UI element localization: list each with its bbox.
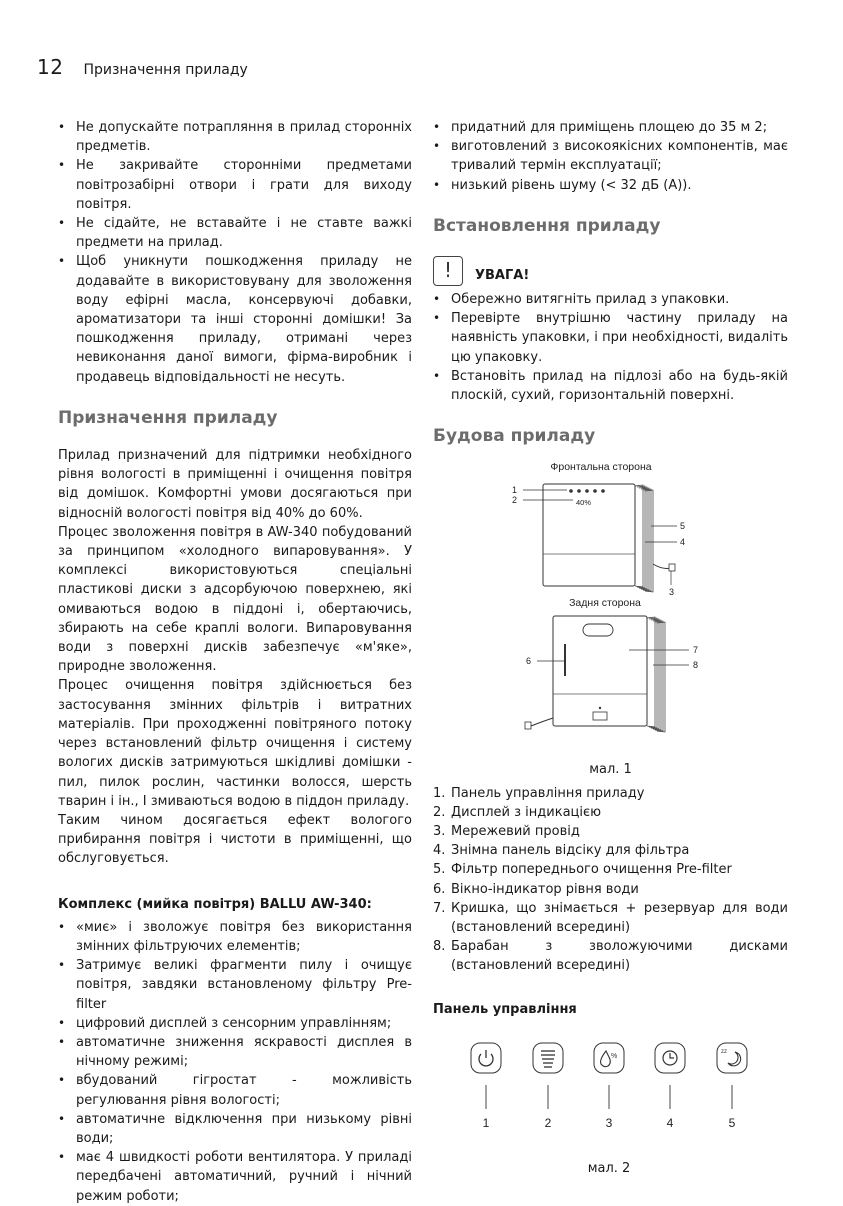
panel-label-5: 5 bbox=[728, 1115, 736, 1130]
list-item: 7. Кришка, що знімається + резервуар для води (встановлений всередині) bbox=[433, 900, 788, 936]
list-item: • автоматичне зниження яскравості дисплея в нічному режимі; bbox=[58, 1033, 412, 1071]
warning-callout bbox=[433, 256, 788, 286]
panel-label-4: 4 bbox=[666, 1115, 674, 1130]
list-item: 1. Панель управління приладу bbox=[433, 785, 645, 801]
list-item: 5. Фільтр попереднього очищення Pre-filter bbox=[433, 862, 732, 878]
list-item: • Не сідайте, не вставайте і не ставте важкі предмети на прилад. bbox=[58, 214, 412, 252]
panel-label-1: 1 bbox=[482, 1115, 490, 1130]
list-item: 8. Барабан з зволожуючими дисками (встановлений всередині) bbox=[433, 939, 788, 974]
features-list-continued bbox=[433, 118, 788, 195]
section-heading-panel: Панель управління bbox=[433, 1001, 577, 1017]
list-item: • Затримує великі фрагменти пилу і очищує повітря, завдяки встановленому фільтру Pre-filter bbox=[58, 956, 412, 1014]
callout-8: 8 bbox=[693, 660, 699, 671]
list-item: • Встановіть прилад на підлозі або на будь-якій плоскій, сухий, горизонтальній поверхні. bbox=[433, 367, 788, 405]
exclamation-icon: ! bbox=[433, 256, 463, 286]
callout-3: 3 bbox=[669, 587, 675, 598]
left-column bbox=[58, 118, 412, 1206]
list-item: • низький рівень шуму (< 32 дБ (А)). bbox=[433, 176, 788, 195]
fan-speed-icon bbox=[533, 1043, 563, 1073]
list-item: • Не закривайте сторонніми предметами повітрозабірні отвори і грати для виходу повітря. bbox=[58, 156, 412, 214]
paragraph: Таким чином досягається ефект вологого прибирання повітря і чистоти в приміщенні, що обслуговується. bbox=[58, 812, 412, 867]
callout-7: 7 bbox=[693, 645, 699, 656]
list-item: • Щоб уникнути пошкодження приладу не додавайте в використовувану для зволоження воду ефірні масла, консервуючі добавки, ароматизатори та інші сторонні домішки! За пошкодження приладу, отримані через невиконання даної вимоги, фірма-виробник і продавець відповідальності не несуть. bbox=[58, 252, 412, 386]
list-item: • вбудований гігростат - можливість регулювання рівня вологості; bbox=[58, 1071, 412, 1109]
warning-label: УВАГА! bbox=[475, 267, 530, 283]
right-column bbox=[433, 118, 788, 1177]
section-heading-purpose: Призначення приладу bbox=[58, 407, 278, 428]
features-list bbox=[58, 918, 412, 1206]
section-heading-install: Встановлення приладу bbox=[433, 215, 661, 236]
callout-6: 6 bbox=[525, 656, 531, 667]
callout-4: 4 bbox=[680, 537, 686, 548]
control-panel-diagram bbox=[433, 1027, 788, 1177]
svg-text:%: % bbox=[611, 1052, 618, 1060]
back-unit bbox=[525, 616, 665, 732]
list-item: • цифровий дисплей з сенсорним управлінням; bbox=[58, 1014, 412, 1033]
paragraph: Прилад призначений для підтримки необхідного рівня вологості в приміщенні і очищення повітря від домішок. Комфортні умови досягаються при відносній вологості повітря від 40% до 60%. bbox=[58, 448, 412, 521]
list-item: 3. Мережевий провід bbox=[433, 824, 580, 840]
figure-caption-1: мал. 1 bbox=[589, 762, 632, 778]
list-item: 6. Вікно-індикатор рівня води bbox=[433, 881, 639, 897]
panel-label-3: 3 bbox=[605, 1115, 613, 1130]
list-item: • Перевірте внутрішню частину приладу на наявність упаковки, і при необхідності, видаліть цю упаковку. bbox=[433, 309, 788, 367]
callout-1: 1 bbox=[511, 485, 517, 496]
warnings-list bbox=[58, 118, 412, 387]
list-item: • виготовлений з високоякісних компонентів, має тривалий термін експлуатації; bbox=[433, 137, 788, 175]
paragraph: Процес зволоження повітря в AW-340 побудований за принципом «холодного випаровування». У комплексі використовуються спеціальні пластикові диски з адсорбуючою поверхнею, які омиваються водою в піддоні і, обертаючись, збирають на себе краплі вологи. Випаровування води з поверхні дисків забезпечує «м'яке», природне зволоження. bbox=[58, 524, 412, 675]
page-header bbox=[37, 55, 248, 83]
list-item: • Обережно витягніть прилад з упаковки. bbox=[433, 290, 788, 309]
parts-list bbox=[433, 784, 788, 976]
list-item: • автоматичне відключення при низькому рівні води; bbox=[58, 1110, 412, 1148]
figure-caption-2: мал. 2 bbox=[587, 1160, 631, 1176]
panel-label-2: 2 bbox=[544, 1115, 552, 1130]
control-panel-drawing bbox=[433, 1027, 788, 1177]
list-item: • Не допускайте потрапляння в прилад сторонніх предметів. bbox=[58, 118, 412, 156]
list-item: • придатний для приміщень площею до 35 м 2; bbox=[433, 118, 788, 137]
back-side-label: Задня сторона bbox=[569, 597, 641, 610]
running-title: Призначення приладу bbox=[83, 62, 248, 78]
display-value: 40% bbox=[576, 498, 592, 508]
callout-5: 5 bbox=[680, 521, 686, 532]
svg-text:zz: zz bbox=[721, 1048, 727, 1055]
list-item: • має 4 швидкості роботи вентилятора. У приладі передбачені автоматичний, ручний і нічний режим роботи; bbox=[58, 1148, 412, 1206]
list-item: 4. Знімна панель відсіку для фільтра bbox=[433, 843, 690, 859]
night-mode-icon bbox=[717, 1043, 747, 1073]
section-heading-complex: Комплекс (мийка повітря) BALLU AW-340: bbox=[58, 896, 372, 912]
front-side-label: Фронтальна сторона bbox=[550, 461, 652, 474]
callout-2: 2 bbox=[511, 495, 517, 506]
device-diagram bbox=[433, 454, 788, 754]
section-heading-structure: Будова приладу bbox=[433, 426, 596, 447]
device-diagram-drawing bbox=[433, 454, 788, 754]
list-item: 2. Дисплей з індикацією bbox=[433, 804, 602, 820]
list-item: • «миє» і зволожує повітря без використання змінних фільтруючих елементів; bbox=[58, 918, 412, 956]
paragraph: Процес очищення повітря здійснюється без застосування змінних фільтрів і витратних матеріалів. При проходженні повітряного потоку через встановлений фільтр очищення і систему вологих дисків затримуються шкідливі домішки - пил, пилок рослин, частинки волосся, шерсть тварин і ін., І змиваються водою в піддон приладу. bbox=[58, 678, 412, 809]
page-number: 12 bbox=[37, 55, 64, 79]
install-steps-list bbox=[433, 290, 788, 405]
